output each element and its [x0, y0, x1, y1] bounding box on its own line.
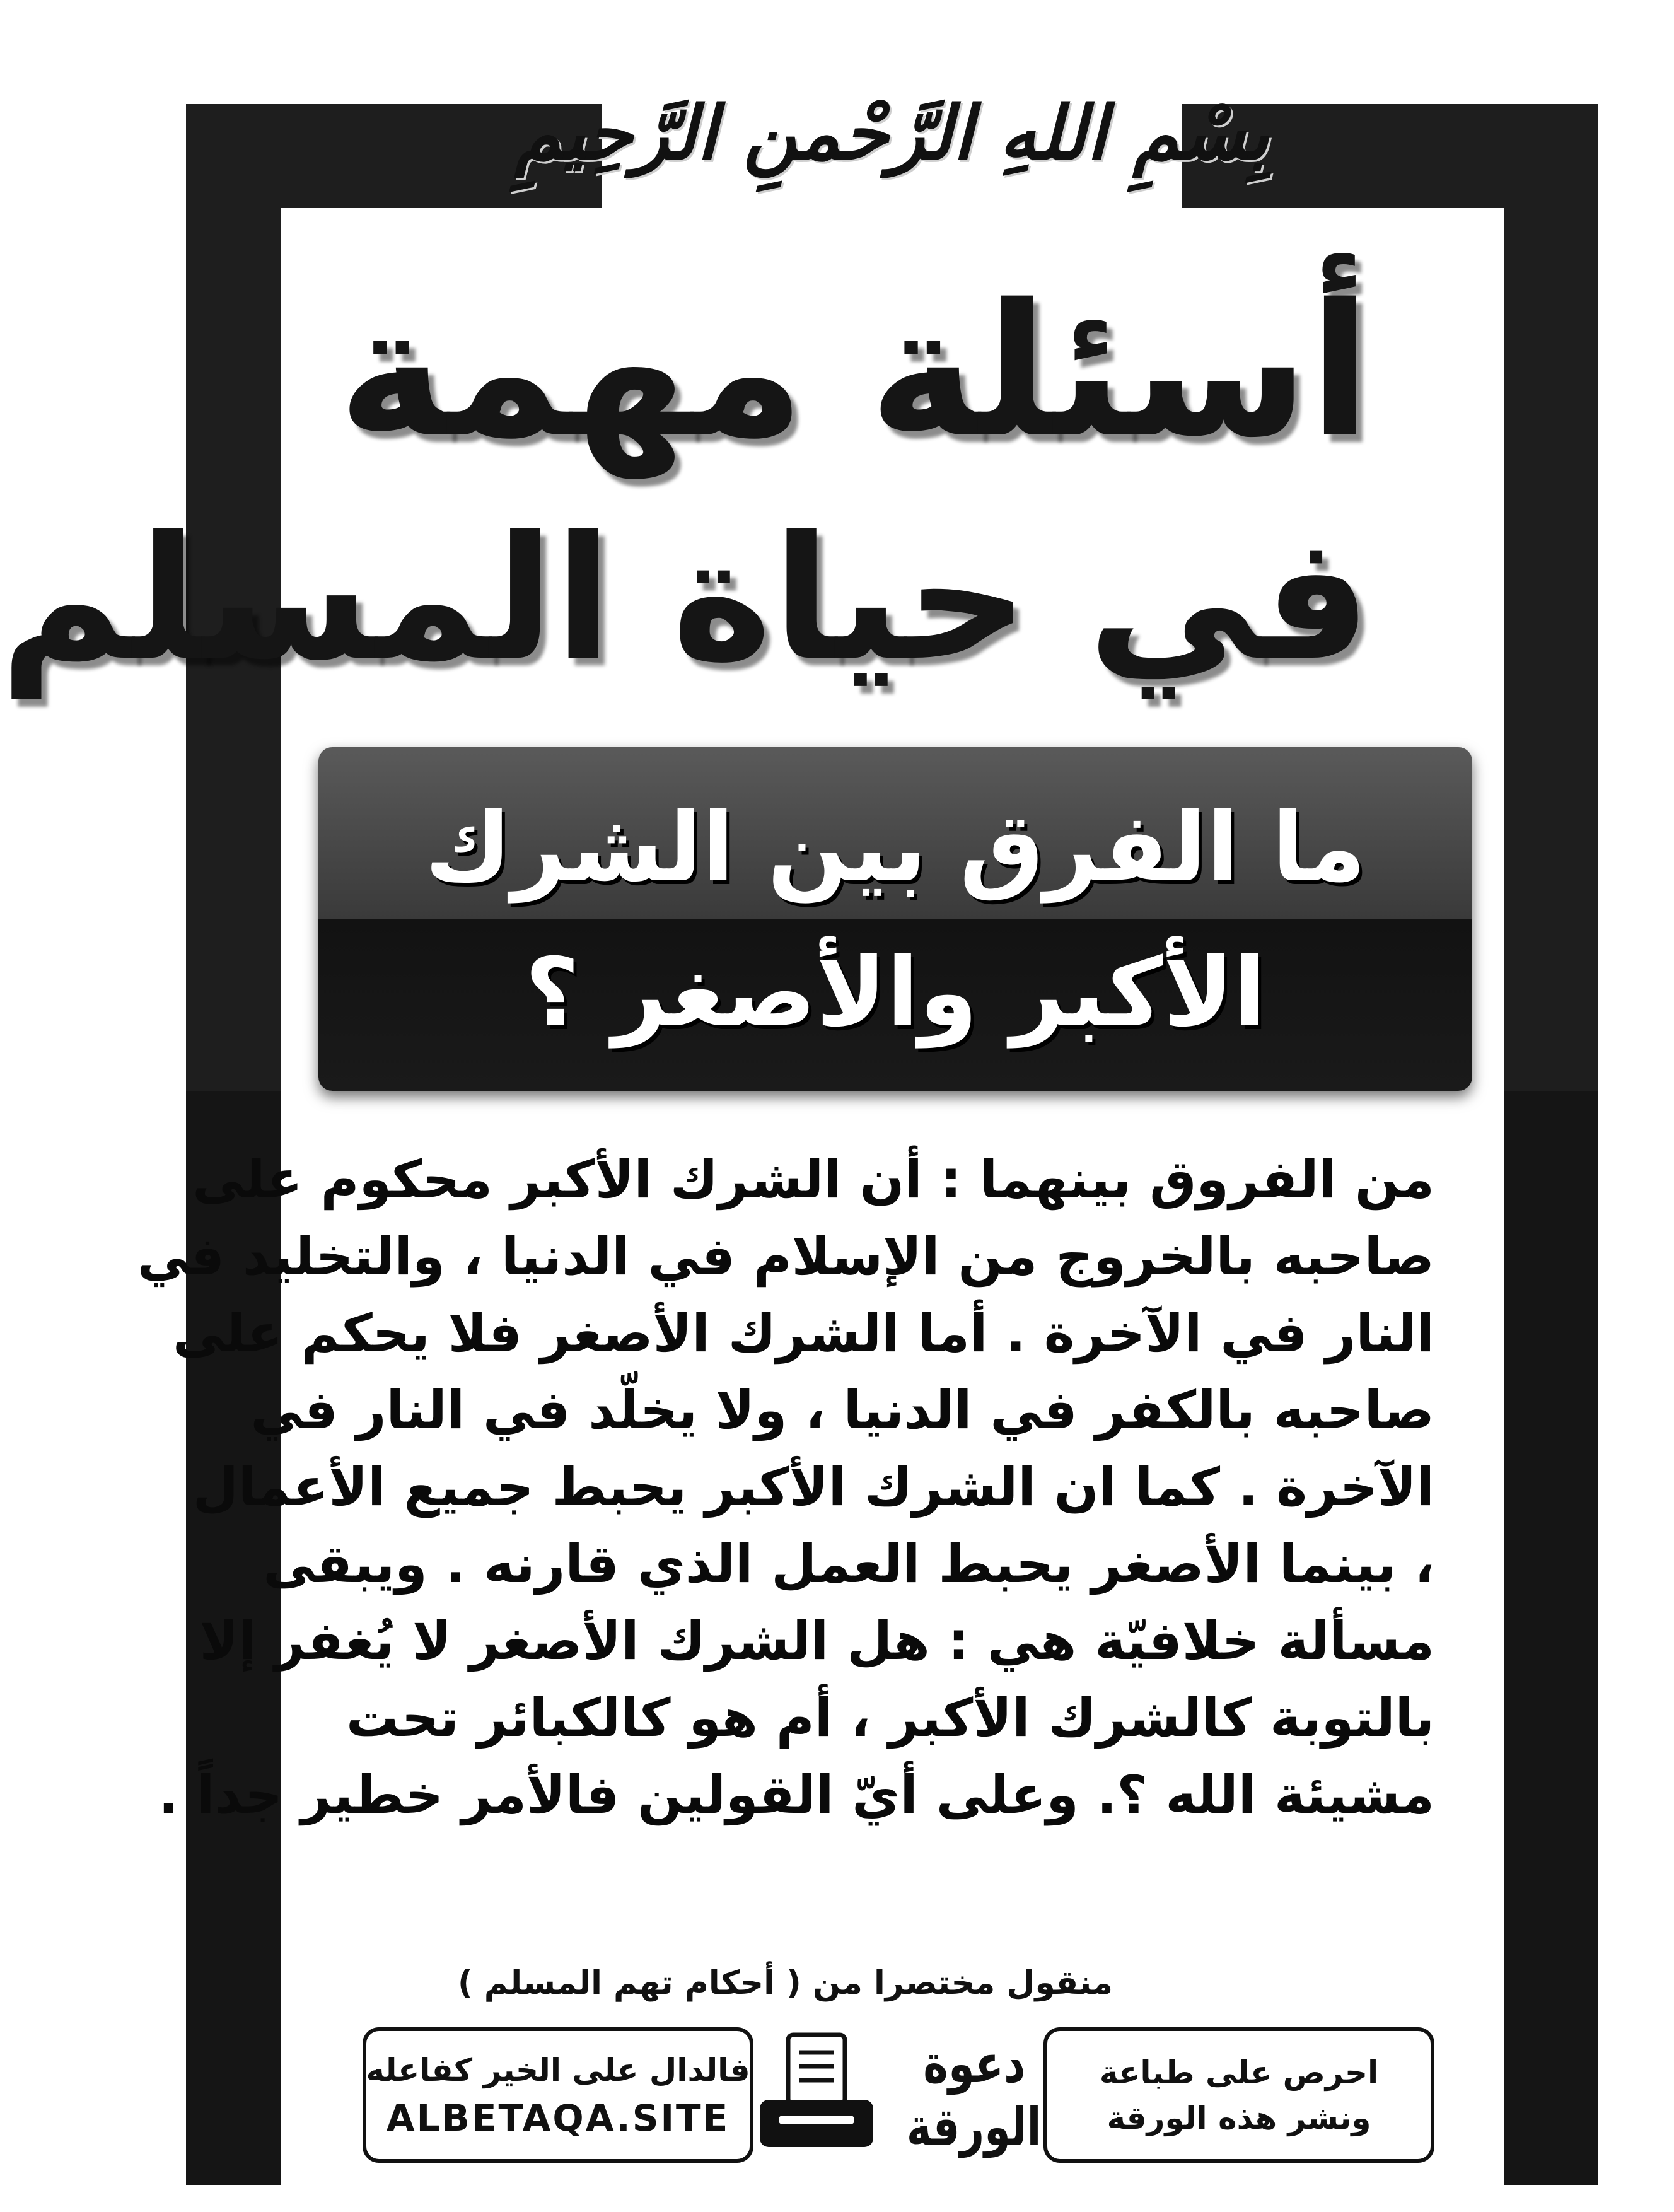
body-line: بالتوبة كالشرك الأكبر ، أم هو كالكبائر تحت	[346, 1687, 1434, 1749]
question-line-1: ما الفرق بين الشرك	[424, 793, 1366, 903]
source-citation: منقول مختصرا من ( أحكام تهم المسلم )	[457, 1964, 1113, 2002]
footer-print-line-2: ونشر هذه الورقة	[1107, 2099, 1371, 2136]
body-line: صاحبه بالكفر في الدنيا ، ولا يخلّد في النار في	[250, 1380, 1434, 1441]
footer-hadith: فالدال على الخير كفاعله	[366, 2051, 750, 2088]
body-line: مسألة خلافيّة هي : هل الشرك الأصغر لا يُغفر إلا	[199, 1610, 1434, 1672]
body-line: ، بينما الأصغر يحبط العمل الذي قارنه . ويبقى	[263, 1534, 1434, 1595]
page-title-line-2: في حياة المسلم	[0, 499, 1371, 698]
answer-body	[137, 1141, 1434, 1834]
body-line: مشيئة الله ؟. وعلى أيّ القولين فالأمر خطير جداً .	[158, 1764, 1434, 1825]
question-banner	[318, 747, 1472, 1091]
logo-word-2: الورقة	[907, 2096, 1042, 2158]
footer-print-reminder	[1043, 2027, 1434, 2163]
body-line: من الفروق بينهما : أن الشرك الأكبر محكوم على	[192, 1149, 1434, 1210]
printer-icon	[753, 2027, 880, 2163]
footer-print-line-1: احرص على طباعة	[1099, 2054, 1379, 2091]
body-line: الآخرة . كما ان الشرك الأكبر يحبط جميع الأعمال	[192, 1457, 1434, 1518]
page-title-line-1: أسئلة مهمة	[337, 265, 1371, 478]
logo-word-1: دعوة	[922, 2033, 1026, 2095]
frame-right-band	[1504, 1091, 1598, 2185]
body-line: صاحبه بالخروج من الإسلام في الدنيا ، والتخليد في	[137, 1226, 1434, 1287]
basmala: بِسْمِ اللهِ الرَّحْمنِ الرَّحِيمِ	[514, 88, 1270, 177]
footer-site-box	[363, 2027, 753, 2163]
dawat-alwaraqa-logo	[907, 2017, 1042, 2174]
body-line: النار في الآخرة . أما الشرك الأصغر فلا يحكم على	[172, 1303, 1434, 1364]
question-line-2: الأكبر والأصغر ؟	[525, 938, 1266, 1048]
site-url-link[interactable]: ALBETAQA.SITE	[386, 2096, 730, 2139]
